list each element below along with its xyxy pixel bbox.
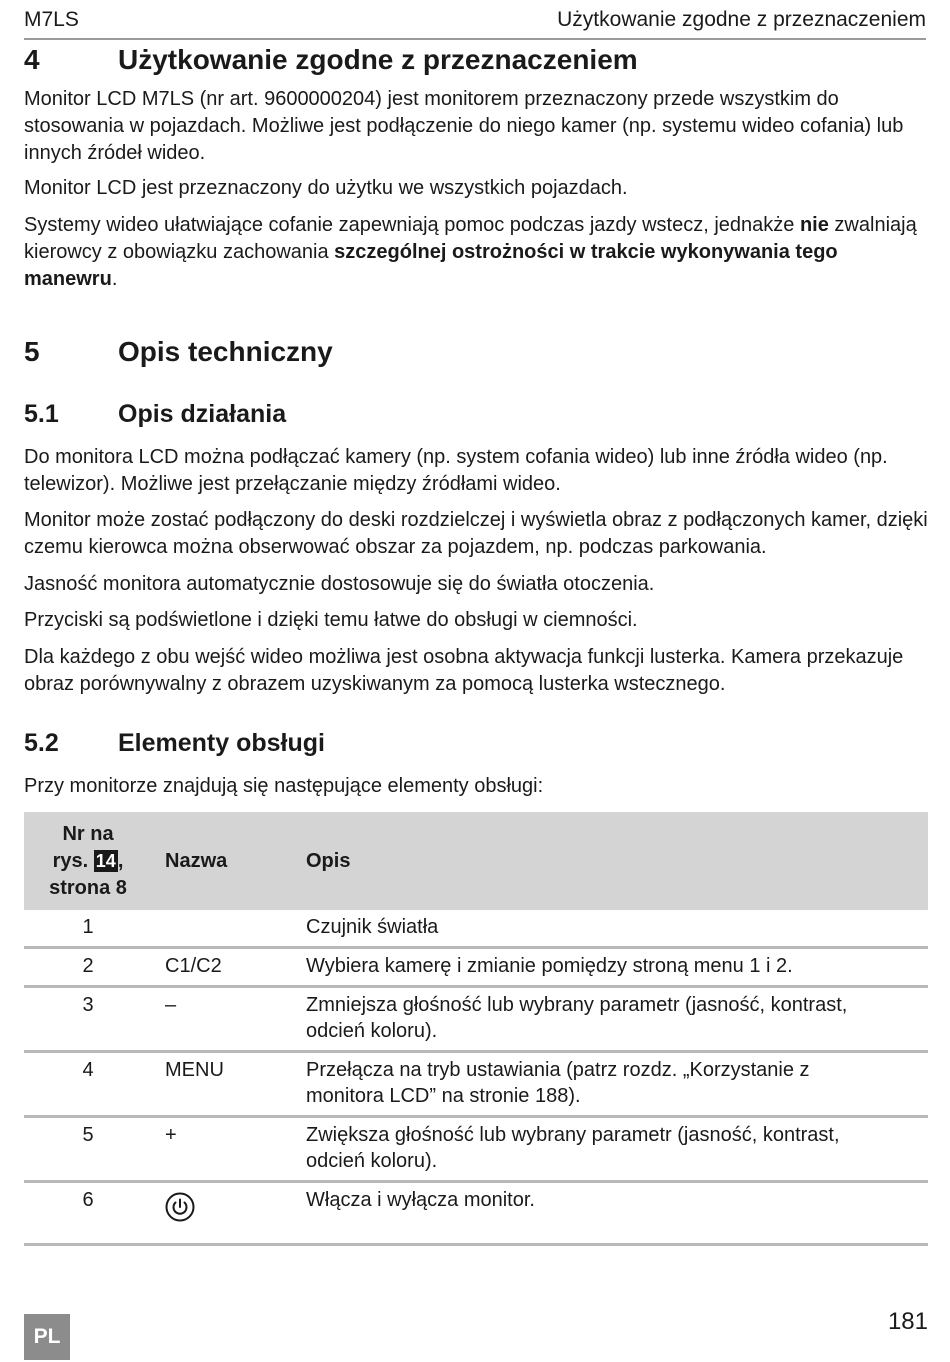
cell-number: 6 [24, 1182, 152, 1245]
cell-description: Wybiera kamerę i zmianie pomiędzy stroną menu 1 i 2. [306, 948, 928, 987]
cell-name: MENU [152, 1052, 306, 1117]
figure-number-badge: 14 [95, 850, 116, 871]
paragraph: Jasność monitora automatycznie dostosowuje się do światła otoczenia. [24, 573, 655, 595]
column-header-name: Nazwa [152, 812, 306, 910]
page-number: 181 [887, 1308, 928, 1335]
cell-number: 3 [24, 987, 152, 1052]
power-icon [165, 1192, 195, 1222]
cell-description: Przełącza na tryb ustawiania (patrz rozdz. „Korzystanie z monitora LCD” na stronie 188). [306, 1052, 928, 1117]
table-header-row [24, 812, 928, 910]
text-run: Systemy wideo ułatwiające cofanie zapewniają pomoc podczas jazdy wstecz, jednakże [24, 214, 800, 236]
paragraph: Do monitora LCD można podłączać kamery (np. system cofania wideo) lub inne źródła wideo (np. telewizor). Możliwe jest przełączanie między źródłami wideo. [24, 446, 888, 495]
table-row [24, 987, 928, 1052]
header-text: strona 8 [49, 876, 127, 899]
header-text: rys. [52, 849, 89, 872]
paragraph: Przy monitorze znajdują się następujące elementy obsługi: [24, 775, 544, 797]
section-title: Elementy obsługi [118, 729, 325, 757]
section-title: Użytkowanie zgodne z przeznaczeniem [118, 44, 638, 75]
section-title: Opis działania [118, 400, 287, 428]
cell-description: Włącza i wyłącza monitor. [306, 1182, 928, 1245]
table-row [24, 1117, 928, 1182]
page-header [24, 8, 926, 40]
cell-description: Czujnik światła [306, 910, 928, 948]
bold-text: nie [799, 214, 829, 236]
cell-description: Zwiększa głośność lub wybrany parametr (jasność, kontrast, odcień koloru). [306, 1117, 928, 1182]
table-row [24, 910, 928, 948]
paragraph: Monitor LCD M7LS (nr art. 9600000204) jest monitorem przeznaczony przede wszystkim do stosowania w pojazdach. Możliwe jest podłączenie do niego kamer (np. systemu wideo cofania) lub innych źródeł wideo. [24, 88, 904, 164]
paragraph: Przyciski są podświetlone i dzięki temu łatwe do obsługi w ciemności. [24, 609, 638, 631]
header-text: Nr na [62, 822, 114, 845]
section-number: 5.2 [24, 729, 59, 757]
cell-name: C1/C2 [152, 948, 306, 987]
cell-name [152, 910, 306, 948]
text-run: zwalniają kierowcy z obowiązku zachowania [24, 214, 917, 263]
bold-text: szczególnej ostrożności w trakcie wykonywania tego manewru [24, 241, 838, 290]
paragraph: Monitor może zostać podłączony do deski rozdzielczej i wyświetla obraz z podłączonych kamer, dzięki czemu kierowca można obserwować obszar za pojazdem, np. podczas parkowania. [24, 509, 928, 558]
cell-number: 1 [24, 910, 152, 948]
table-row [24, 1182, 928, 1245]
section-number: 5.1 [24, 400, 59, 428]
paragraph: Monitor LCD jest przeznaczony do użytku we wszystkich pojazdach. [24, 177, 628, 199]
header-text: , [117, 849, 124, 872]
cell-description: Zmniejsza głośność lub wybrany parametr (jasność, kontrast, odcień koloru). [306, 987, 928, 1052]
section-number: 4 [24, 44, 40, 75]
language-badge: PL [24, 1314, 70, 1360]
table-row [24, 948, 928, 987]
section-number: 5 [24, 336, 40, 367]
paragraph: Dla każdego z obu wejść wideo możliwa jest osobna aktywacja funkcji lusterka. Kamera przekazuje obraz porównywalny z obrazem uzyskiwanym za pomocą lusterka wstecznego. [24, 646, 904, 695]
header-product: M7LS [24, 8, 79, 31]
cell-number: 5 [24, 1117, 152, 1182]
section-title: Opis techniczny [118, 336, 333, 367]
controls-table [24, 812, 928, 1246]
column-header-number [24, 812, 152, 910]
header-chapter: Użytkowanie zgodne z przeznaczeniem [557, 8, 926, 31]
cell-number: 4 [24, 1052, 152, 1117]
cell-number: 2 [24, 948, 152, 987]
column-header-description: Opis [306, 812, 928, 910]
table-row [24, 1052, 928, 1117]
cell-name: – [152, 987, 306, 1052]
cell-name [152, 1182, 306, 1245]
cell-name: + [152, 1117, 306, 1182]
paragraph-warning [24, 212, 928, 293]
text-run: . [111, 268, 118, 290]
